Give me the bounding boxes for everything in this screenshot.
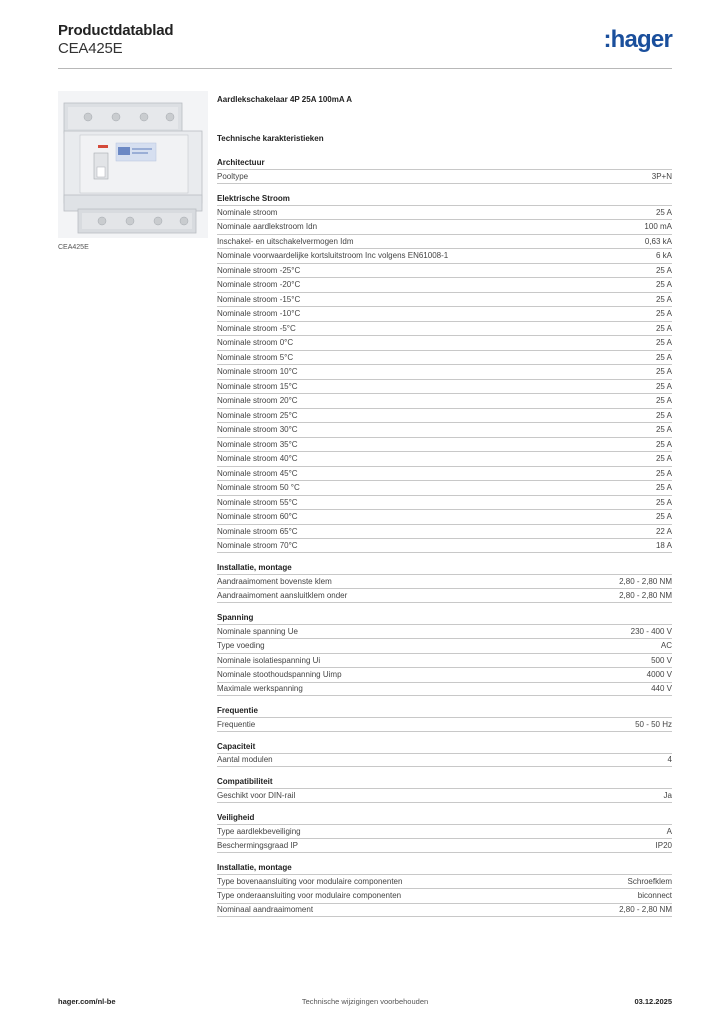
spec-row — [217, 495, 672, 510]
section-title: Compatibiliteit — [217, 777, 273, 786]
section-title: Installatie, montage — [217, 862, 292, 872]
spec-label: Nominale stroom 25°C — [217, 410, 298, 420]
spec-value: biconnect — [637, 891, 672, 901]
spec-label: Nominale stroom 5°C — [217, 352, 294, 362]
spec-value: 3P+N — [651, 171, 672, 181]
spec-label: Type voeding — [217, 641, 265, 651]
spec-row — [217, 838, 672, 853]
spec-row — [217, 588, 672, 603]
spec-row — [217, 422, 672, 437]
spec-value: 440 V — [651, 684, 672, 694]
spec-section — [217, 192, 672, 553]
spec-value: 18 A — [655, 540, 672, 550]
spec-label: Nominale voorwaardelijke kortsluitstroom Inc volgens EN61008-1 — [217, 251, 449, 261]
image-caption: CEA425E — [58, 244, 89, 251]
spec-value: 25 A — [655, 483, 672, 493]
spec-label: Inschakel- en uitschakelvermogen Idm — [217, 236, 354, 246]
technical-characteristics-title: Technische karakteristieken — [217, 134, 324, 143]
spec-row — [217, 509, 672, 524]
spec-row — [217, 234, 672, 249]
section-title: Capaciteit — [217, 741, 256, 751]
spec-row — [217, 292, 672, 307]
spec-value: Ja — [663, 790, 672, 800]
spec-row — [217, 753, 672, 768]
spec-label: Nominale stroom — [217, 207, 278, 217]
spec-label: Nominale stroom -20°C — [217, 280, 301, 290]
spec-row — [217, 219, 672, 234]
spec-label: Nominale stroom 70°C — [217, 540, 298, 550]
spec-label: Nominale stroom 65°C — [217, 526, 298, 536]
spec-row — [217, 263, 672, 278]
spec-label: Nominale stroom 50 °C — [217, 483, 300, 493]
spec-value: 22 A — [655, 526, 672, 536]
spec-row — [217, 538, 672, 553]
spec-section — [217, 775, 672, 803]
spec-value: 25 A — [655, 497, 672, 507]
spec-row — [217, 717, 672, 732]
spec-label: Nominale stroom 20°C — [217, 396, 298, 406]
spec-row — [217, 638, 672, 653]
spec-value: IP20 — [655, 840, 672, 850]
spec-row — [217, 480, 672, 495]
section-title: Elektrische Stroom — [217, 193, 290, 203]
spec-label: Frequentie — [217, 719, 256, 729]
spec-row — [217, 574, 672, 589]
spec-label: Nominale stroom 10°C — [217, 367, 298, 377]
spec-value: 25 A — [655, 338, 672, 348]
spec-section — [217, 561, 672, 603]
section-title: Veiligheid — [217, 812, 255, 822]
spec-value: 4000 V — [646, 670, 672, 680]
product-code: CEA425E — [58, 40, 123, 57]
spec-value: Schroefklem — [627, 876, 672, 886]
spec-row — [217, 903, 672, 918]
spec-label: Nominale stroom 45°C — [217, 468, 298, 478]
spec-content — [217, 94, 672, 925]
spec-value: 230 - 400 V — [630, 626, 672, 636]
spec-row — [217, 169, 672, 184]
spec-label: Nominale stoothoudspanning Uimp — [217, 670, 342, 680]
spec-value: 6 kA — [655, 251, 672, 261]
spec-value: A — [666, 826, 672, 836]
spec-label: Type onderaansluiting voor modulaire componenten — [217, 891, 402, 901]
footer-date: 03.12.2025 — [634, 997, 672, 1006]
spec-value: 25 A — [655, 410, 672, 420]
spec-value: 25 A — [655, 468, 672, 478]
spec-section — [217, 811, 672, 853]
spec-value: 25 A — [655, 352, 672, 362]
spec-label: Nominale isolatiespanning Ui — [217, 655, 321, 665]
spec-value: 25 A — [655, 265, 672, 275]
spec-value: 2,80 - 2,80 NM — [619, 590, 672, 600]
spec-label: Nominale stroom 0°C — [217, 338, 294, 348]
spec-label: Type bovenaansluiting voor modulaire componenten — [217, 876, 403, 886]
spec-label: Aandraaimoment aansluitklem onder — [217, 590, 348, 600]
spec-label: Nominale stroom -10°C — [217, 309, 301, 319]
spec-row — [217, 364, 672, 379]
spec-value: 25 A — [655, 512, 672, 522]
section-title: Installatie, montage — [217, 562, 292, 572]
spec-value: 25 A — [655, 309, 672, 319]
spec-row — [217, 306, 672, 321]
spec-value: 25 A — [655, 323, 672, 333]
spec-label: Nominale stroom -15°C — [217, 294, 301, 304]
spec-value: 2,80 - 2,80 NM — [619, 905, 672, 915]
spec-row — [217, 321, 672, 336]
spec-label: Nominale stroom 40°C — [217, 454, 298, 464]
spec-row — [217, 667, 672, 682]
section-title: Spanning — [217, 612, 254, 622]
spec-row — [217, 466, 672, 481]
spec-row — [217, 788, 672, 803]
spec-label: Pooltype — [217, 171, 249, 181]
spec-value: 25 A — [655, 425, 672, 435]
section-title: Frequentie — [217, 706, 258, 715]
spec-label: Aandraaimoment bovenste klem — [217, 576, 332, 586]
section-title: Architectuur — [217, 158, 265, 167]
spec-label: Nominale stroom -5°C — [217, 323, 296, 333]
spec-row — [217, 524, 672, 539]
footer-disclaimer: Technische wijzigingen voorbehouden — [301, 997, 429, 1006]
spec-section — [217, 861, 672, 918]
spec-value: 4 — [667, 755, 672, 765]
spec-value: AC — [660, 641, 672, 651]
spec-label: Nominale stroom 55°C — [217, 497, 298, 507]
spec-row — [217, 379, 672, 394]
spec-label: Nominale stroom 30°C — [217, 425, 298, 435]
product-image — [58, 91, 208, 238]
spec-row — [217, 248, 672, 263]
rcd-device-icon — [58, 91, 208, 238]
product-name: Aardlekschakelaar 4P 25A 100mA A — [217, 95, 353, 104]
spec-value: 25 A — [655, 439, 672, 449]
spec-row — [217, 653, 672, 668]
spec-row — [217, 277, 672, 292]
footer-website: hager.com/nl-be — [58, 997, 116, 1006]
spec-row — [217, 451, 672, 466]
spec-label: Geschikt voor DIN-rail — [217, 790, 296, 800]
spec-label: Aantal modulen — [217, 755, 273, 765]
spec-row — [217, 335, 672, 350]
spec-label: Nominale stroom 35°C — [217, 439, 298, 449]
spec-value: 25 A — [655, 207, 672, 217]
hager-logo: :hager — [603, 26, 672, 53]
spec-value: 2,80 - 2,80 NM — [619, 576, 672, 586]
spec-row — [217, 205, 672, 220]
spec-value: 25 A — [655, 396, 672, 406]
spec-row — [217, 874, 672, 889]
spec-section — [217, 740, 672, 768]
spec-section — [217, 704, 672, 732]
spec-value: 0,63 kA — [644, 236, 672, 246]
spec-value: 50 - 50 Hz — [635, 719, 672, 729]
spec-section — [217, 156, 672, 184]
spec-row — [217, 624, 672, 639]
spec-label: Nominale stroom -25°C — [217, 265, 301, 275]
spec-row — [217, 437, 672, 452]
spec-row — [217, 408, 672, 423]
spec-label: Nominale stroom 60°C — [217, 512, 298, 522]
spec-value: 25 A — [655, 367, 672, 377]
spec-row — [217, 824, 672, 839]
spec-value: 100 mA — [644, 222, 672, 232]
spec-value: 25 A — [655, 381, 672, 391]
spec-label: Beschermingsgraad IP — [217, 840, 298, 850]
spec-row — [217, 350, 672, 365]
spec-row — [217, 888, 672, 903]
spec-section — [217, 611, 672, 697]
spec-sections — [217, 156, 672, 917]
spec-label: Type aardlekbeveiliging — [217, 826, 301, 836]
header-divider — [58, 68, 672, 69]
spec-label: Nominale aardlekstroom Idn — [217, 222, 318, 232]
spec-value: 25 A — [655, 294, 672, 304]
spec-label: Nominale stroom 15°C — [217, 381, 298, 391]
spec-label: Nominale spanning Ue — [217, 626, 298, 636]
document-title: Productdatablad — [58, 22, 174, 39]
spec-value: 25 A — [655, 280, 672, 290]
spec-label: Maximale werkspanning — [217, 684, 303, 694]
spec-value: 25 A — [655, 454, 672, 464]
spec-label: Nominaal aandraaimoment — [217, 905, 314, 915]
spec-row — [217, 682, 672, 697]
page-header — [58, 22, 672, 58]
spec-value: 500 V — [651, 655, 672, 665]
spec-row — [217, 393, 672, 408]
